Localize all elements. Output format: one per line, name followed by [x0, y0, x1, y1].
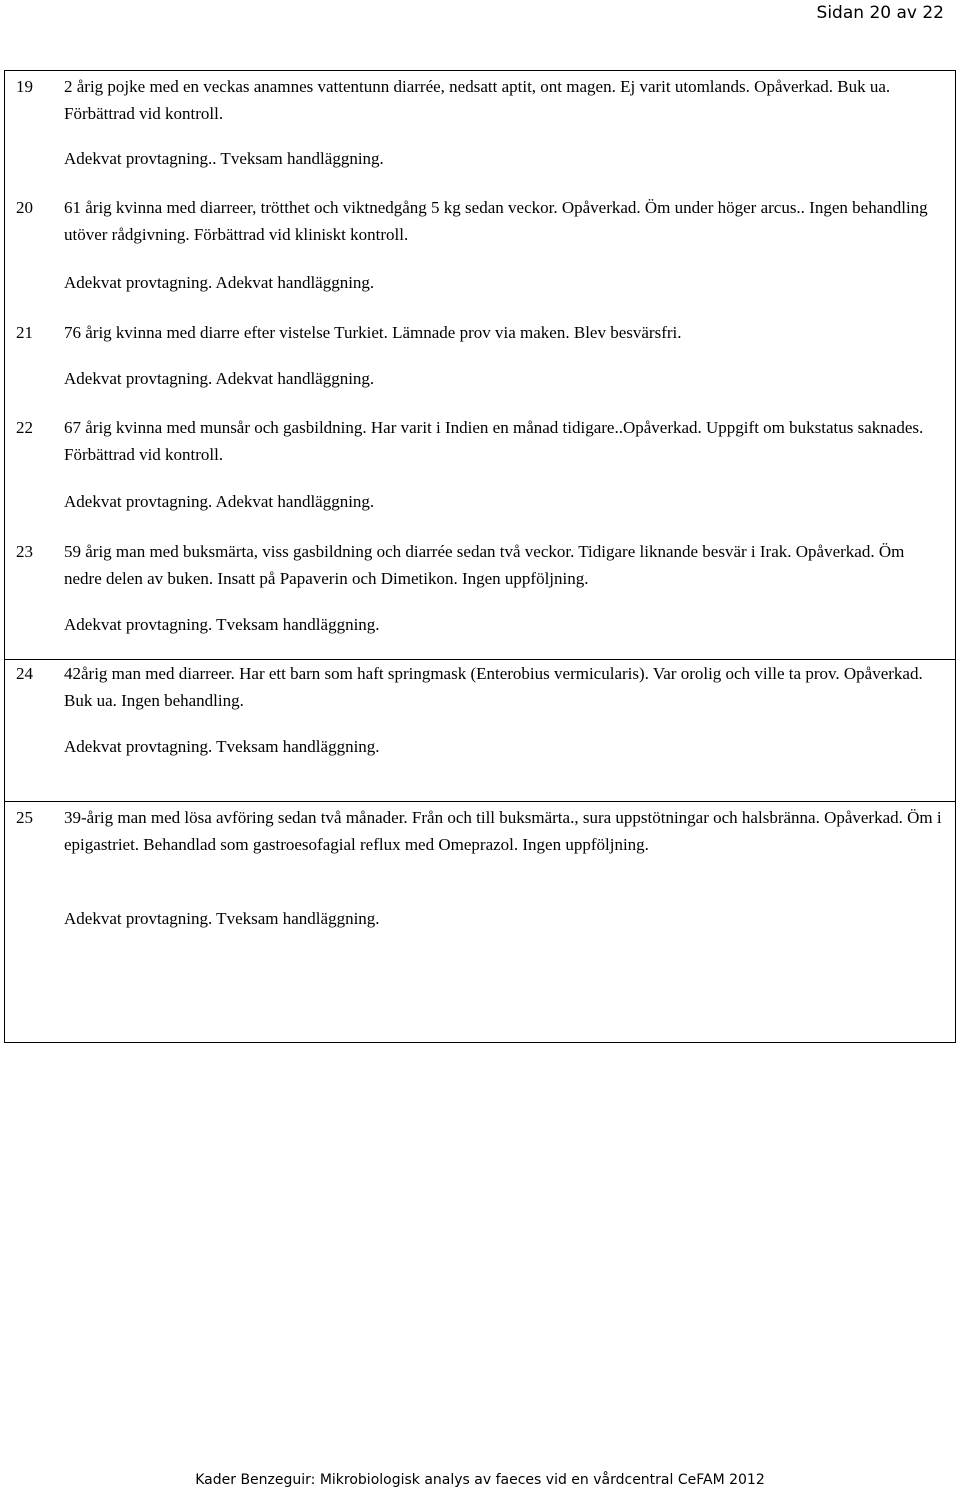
- case-row: [5, 324, 955, 414]
- case-assessment: Adekvat provtagning. Adekvat handläggning.: [64, 273, 375, 292]
- case-assessment: Adekvat provtagning. Tveksam handläggning.: [64, 615, 380, 634]
- case-description: 59 årig man med buksmärta, viss gasbildning och diarrée sedan två veckor. Tidigare liknande besvär i Irak. Opåverkad. Öm nedre delen av buken. Insatt på Papaverin och Dimetikon. Ingen uppföljning.: [64, 542, 905, 588]
- case-number: 25: [16, 808, 33, 827]
- case-number: 23: [16, 542, 33, 561]
- case-number: 21: [16, 323, 33, 342]
- page-footer: Kader Benzeguir: Mikrobiologisk analys av faeces vid en vårdcentral CeFAM 2012: [195, 1472, 765, 1488]
- case-row: [5, 802, 955, 1042]
- case-number: 20: [16, 198, 33, 217]
- case-number: 19: [16, 77, 33, 96]
- case-assessment: Adekvat provtagning. Tveksam handläggning.: [64, 737, 380, 756]
- case-row: [5, 184, 955, 324]
- case-assessment: Adekvat provtagning. Tveksam handläggning.: [64, 909, 380, 928]
- case-description: 61 årig kvinna med diarreer, trötthet och viktnedgång 5 kg sedan veckor. Opåverkad. Öm under höger arcus.. Ingen behandling utöver rådgivning. Förbättrad vid kliniskt kontroll.: [64, 198, 928, 244]
- case-number: 22: [16, 418, 33, 437]
- case-row: [5, 71, 955, 184]
- page-number: Sidan 20 av 22: [816, 3, 944, 23]
- case-assessment: Adekvat provtagning.. Tveksam handläggning.: [64, 149, 384, 168]
- case-description: 42årig man med diarreer. Har ett barn som haft springmask (Enterobius vermicularis). Var orolig och ville ta prov. Opåverkad. Buk ua. Ingen behandling.: [64, 664, 923, 710]
- case-description: 2 årig pojke med en veckas anamnes vattentunn diarrée, nedsatt aptit, ont magen. Ej varit utomlands. Opåverkad. Buk ua. Förbättrad vid kontroll.: [64, 77, 891, 123]
- case-description: 39-årig man med lösa avföring sedan två månader. Från och till buksmärta., sura uppstötningar och halsbränna. Opåverkad. Öm i epigastriet. Behandlad som gastroesofagial reflux med Omeprazol. Ingen uppföljning.: [64, 808, 942, 854]
- case-description: 76 årig kvinna med diarre efter vistelse Turkiet. Lämnade prov via maken. Blev besvärsfri.: [64, 323, 682, 342]
- case-assessment: Adekvat provtagning. Adekvat handläggning.: [64, 492, 375, 511]
- case-assessment: Adekvat provtagning. Adekvat handläggning.: [64, 369, 375, 388]
- case-number: 24: [16, 664, 33, 683]
- case-description: 67 årig kvinna med munsår och gasbildning. Har varit i Indien en månad tidigare..Opåverkad. Uppgift om bukstatus saknades. Förbättrad vid kontroll.: [64, 418, 924, 464]
- case-table: [4, 70, 956, 1043]
- case-row: [5, 538, 955, 660]
- case-row: [5, 414, 955, 538]
- case-row: [5, 660, 955, 802]
